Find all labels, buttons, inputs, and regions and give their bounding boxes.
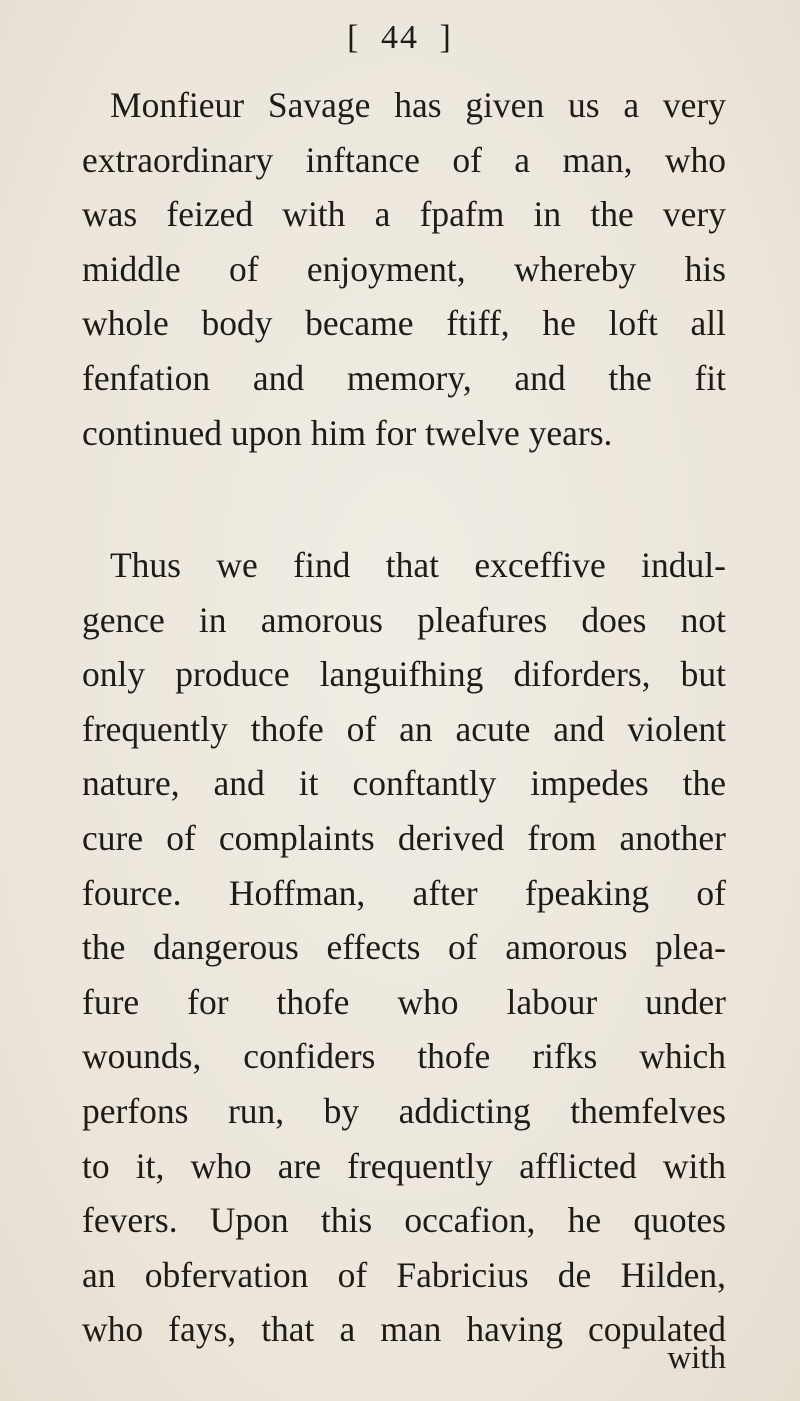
text-line: wounds, confiders thofe rifks which [82,1036,726,1077]
text-line: continued upon him for twelve years. [82,412,613,453]
paragraph-2 [82,538,726,1357]
page-number: [ 44 ] [347,19,453,56]
text-line: to it, who are frequently afflicted with [82,1145,726,1186]
text-line: middle of enjoyment, whereby his [82,248,726,289]
catchword: with [667,1340,726,1376]
text-line: whole body became ftiff, he loft all [82,303,726,344]
text-line: frequently thofe of an acute and violent [82,708,726,749]
text-line: fevers. Upon this occafion, he quotes [82,1200,726,1241]
text-line: was feized with a fpafm in the very [82,194,726,235]
text-line: the dangerous effects of amorous plea- [82,927,726,968]
text-line: who fays, that a man having copulated [82,1309,726,1350]
text-line: fource. Hoffman, after fpeaking of [82,872,726,913]
text-line: gence in amorous pleafures does not [82,599,726,640]
text-line: fure for thofe who labour under [82,981,726,1022]
text-line: Thus we find that exceffive indul- [110,545,726,585]
text-line: nature, and it conftantly impedes the [82,763,726,804]
text-line: fenfation and memory, and the fit [82,357,726,398]
text-line: an obfervation of Fabricius de Hilden, [82,1254,726,1295]
paragraph-1 [82,78,726,460]
text-line: perfons run, by addicting themfelves [82,1090,726,1131]
text-line: extraordinary inftance of a man, who [82,139,726,180]
text-line: cure of complaints derived from another [82,817,726,858]
text-line: only produce languifhing diforders, but [82,654,726,695]
text-line: Monfieur Savage has given us a very [110,85,726,125]
